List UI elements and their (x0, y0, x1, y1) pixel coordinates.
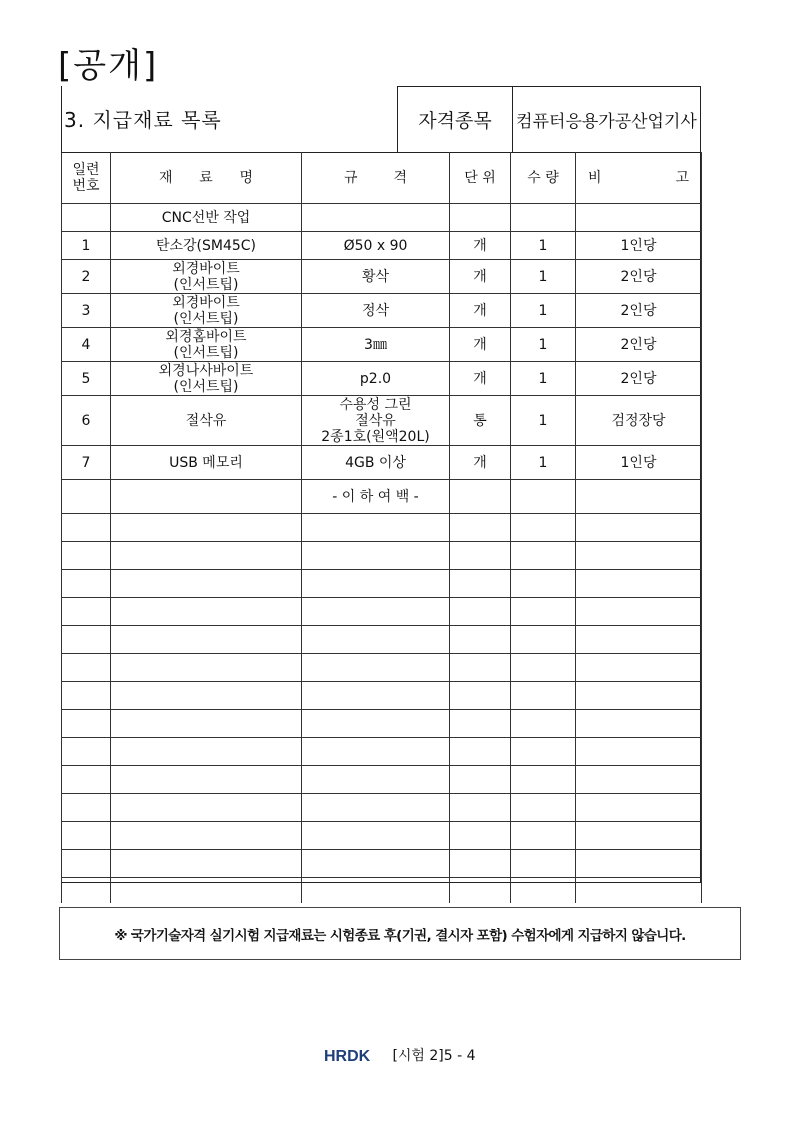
row-name: USB 메모리 (111, 446, 302, 480)
qualification-value: 컴퓨터응용가공산업기사 (516, 112, 697, 132)
row-unit: 개 (450, 260, 511, 294)
empty-row (62, 626, 702, 654)
notice-box: ※ 국가기술자격 실기시험 지급재료는 시험종료 후(기권, 결시자 포함) 수험자에게 지급하지 않습니다. (59, 907, 741, 960)
row-note: 2인당 (576, 294, 702, 328)
row-spec: 수용성 그린 절삭유 2종1호(원액20L) (302, 396, 450, 446)
table-row (62, 328, 702, 362)
empty-row (62, 738, 702, 766)
col-header-spec-char: 규 (344, 170, 358, 186)
row-spec: 정삭 (302, 294, 450, 328)
empty-row (62, 822, 702, 850)
row-unit: 개 (450, 294, 511, 328)
row-no: 3 (62, 294, 111, 328)
row-unit: 개 (450, 328, 511, 362)
row-spec: 황삭 (302, 260, 450, 294)
empty-row (62, 850, 702, 878)
col-header-name-char: 료 (199, 170, 213, 186)
row-qty: 1 (511, 294, 576, 328)
row-unit: 통 (450, 396, 511, 446)
row-no: 1 (62, 232, 111, 260)
col-header-note-char: 고 (675, 170, 689, 186)
row-no: 2 (62, 260, 111, 294)
table-row (62, 232, 702, 260)
row-unit: 개 (450, 232, 511, 260)
row-note: 검정장당 (576, 396, 702, 446)
row-qty: 1 (511, 260, 576, 294)
col-header-unit: 단 위 (450, 153, 511, 204)
page-footer (0, 1045, 800, 1065)
empty-row (62, 570, 702, 598)
row-no: 4 (62, 328, 111, 362)
col-header-note-char: 비 (588, 170, 602, 186)
col-header-spec (302, 153, 450, 204)
section-title: 3. 지급재료 목록 (64, 108, 222, 132)
row-spec: p2.0 (302, 362, 450, 396)
empty-row (62, 598, 702, 626)
table-row (62, 362, 702, 396)
empty-row (62, 878, 702, 904)
table-row (62, 294, 702, 328)
row-note: 1인당 (576, 232, 702, 260)
row-name: 외경나사바이트 (인서트팁) (111, 362, 302, 396)
row-spec: 4GB 이상 (302, 446, 450, 480)
col-header-qty: 수 량 (511, 153, 576, 204)
section-label: CNC선반 작업 (111, 204, 302, 232)
table-row (62, 446, 702, 480)
public-badge: [공개] (58, 46, 159, 86)
row-qty: 1 (511, 232, 576, 260)
materials-table (61, 152, 702, 903)
row-note: 1인당 (576, 446, 702, 480)
row-name: 외경바이트 (인서트팁) (111, 294, 302, 328)
col-header-spec-char: 격 (393, 170, 407, 186)
end-marker-row (62, 480, 702, 514)
row-name: 탄소강(SM45C) (111, 232, 302, 260)
col-header-name-char: 재 (159, 170, 173, 186)
row-qty: 1 (511, 362, 576, 396)
section-row (62, 204, 702, 232)
row-note: 2인당 (576, 260, 702, 294)
row-qty: 1 (511, 446, 576, 480)
col-header-no (62, 153, 111, 204)
hrdk-logo (324, 1047, 382, 1063)
row-spec: 3㎜ (302, 328, 450, 362)
empty-row (62, 654, 702, 682)
col-header-note (576, 153, 702, 204)
row-no: 6 (62, 396, 111, 446)
row-spec: Ø50 x 90 (302, 232, 450, 260)
col-header-no-line: 일련 (72, 162, 100, 178)
qualification-box (397, 86, 701, 152)
col-header-no-line: 번호 (72, 178, 100, 194)
row-name: 절삭유 (111, 396, 302, 446)
row-note: 2인당 (576, 362, 702, 396)
row-unit: 개 (450, 446, 511, 480)
row-name: 외경홈바이트 (인서트팁) (111, 328, 302, 362)
table-header-row (62, 153, 702, 204)
table-row (62, 260, 702, 294)
page-number: [시험 2]5 - 4 (392, 1048, 476, 1064)
empty-row (62, 710, 702, 738)
empty-row (62, 514, 702, 542)
row-unit: 개 (450, 362, 511, 396)
row-qty: 1 (511, 328, 576, 362)
empty-row (62, 794, 702, 822)
row-no: 7 (62, 446, 111, 480)
empty-row (62, 766, 702, 794)
table-row (62, 396, 702, 446)
row-name: 외경바이트 (인서트팁) (111, 260, 302, 294)
empty-row (62, 682, 702, 710)
row-note: 2인당 (576, 328, 702, 362)
empty-row (62, 542, 702, 570)
row-qty: 1 (511, 396, 576, 446)
hrdk-logo-text: HRDK (324, 1048, 371, 1063)
qualification-label: 자격종목 (398, 87, 513, 152)
col-header-name-char: 명 (239, 170, 253, 186)
col-header-name (111, 153, 302, 204)
end-marker: - 이 하 여 백 - (302, 480, 450, 514)
row-no: 5 (62, 362, 111, 396)
